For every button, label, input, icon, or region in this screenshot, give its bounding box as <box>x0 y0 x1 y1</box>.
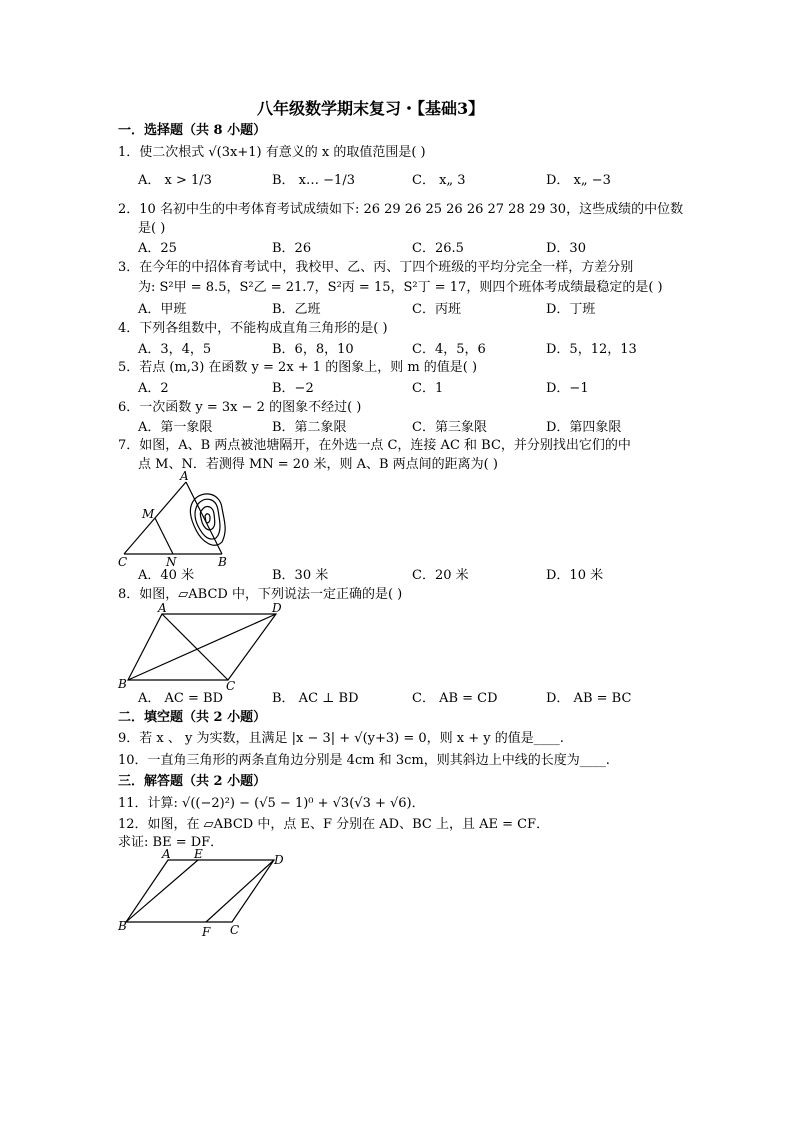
q5-option-c: C．1 <box>412 381 444 396</box>
page-title: 八年级数学期末复习・【基础3】 <box>257 99 485 118</box>
question-7-stem: 7．如图，A、B 两点被池塘隔开，在外选一点 C，连接 AC 和 BC，并分别找出它们的中 <box>118 438 631 453</box>
question-2-stem-cont: 是( ) <box>138 221 166 236</box>
question-11-stem: 11．计算: √((−2)²) − (√5 − 1)⁰ + √3(√3 + √6)． <box>118 796 425 811</box>
label-vertex-b: B <box>118 919 127 933</box>
question-5-stem: 5．若点 (m,3) 在函数 y = 2x + 1 的图象上，则 m 的值是( ) <box>118 360 478 375</box>
q3-option-a: A．甲班 <box>138 302 187 317</box>
label-vertex-d: D <box>272 601 282 615</box>
label-point-e: E <box>194 847 203 861</box>
q1-option-c: C． x„ 3 <box>412 173 466 188</box>
q2-option-a: A．25 <box>138 241 177 256</box>
q5-option-a: A．2 <box>138 381 169 396</box>
question-9-stem: 9．若 x 、 y 为实数，且满足 |x − 3| + √(y+3) = 0，则 x + y 的值是____. <box>118 731 564 746</box>
label-vertex-c: C <box>226 679 236 692</box>
q7-option-c: C．20 米 <box>412 568 469 583</box>
question-12-stem: 12．如图，在 ▱ABCD 中，点 E、F 分别在 AD、BC 上，且 AE = CF． <box>118 817 550 832</box>
question-3-stem-cont: 为: S²甲 = 8.5，S²乙 = 21.7，S²丙 = 15，S²丁 = 17，则四个班体考成绩最稳定的是( ) <box>138 280 663 295</box>
q8-option-d: D． AB = BC <box>546 691 632 706</box>
q6-option-d: D．第四象限 <box>546 420 622 435</box>
label-point-c: C <box>118 555 128 569</box>
label-point-f: F <box>202 925 211 938</box>
label-point-b: B <box>218 555 227 569</box>
q7-option-d: D．10 米 <box>546 568 604 583</box>
q1-option-d: D． x„ −3 <box>546 173 611 188</box>
q4-option-b: B．6，8，10 <box>272 342 354 357</box>
label-point-n: N <box>166 555 177 569</box>
question-8-stem: 8．如图，▱ABCD 中，下列说法一定正确的是( ) <box>118 587 403 602</box>
question-10-stem: 10．一直角三角形的两条直角边分别是 4cm 和 3cm，则其斜边上中线的长度为____. <box>118 753 610 768</box>
section-heading-fill-in: 二．填空题（共 2 小题） <box>118 710 267 725</box>
q4-option-c: C．4，5，6 <box>412 342 486 357</box>
question-7-stem-cont: 点 M、N．若测得 MN = 20 米，则 A、B 两点间的距离为( ) <box>138 457 498 472</box>
q8-option-a: A． AC = BD <box>138 691 223 706</box>
parallelogram-abcd-figure <box>112 600 292 692</box>
q3-option-c: C．丙班 <box>412 302 461 317</box>
section-heading-choice: 一．选择题（共 8 小题） <box>118 123 267 138</box>
label-vertex-d: D <box>274 853 284 867</box>
question-6-stem: 6．一次函数 y = 3x − 2 的图象不经过( ) <box>118 400 362 415</box>
label-point-m: M <box>142 507 155 521</box>
q7-option-a: A．40 米 <box>138 568 195 583</box>
q5-option-d: D．−1 <box>546 381 589 396</box>
q6-option-a: A．第一象限 <box>138 420 213 435</box>
q7-option-b: B．30 米 <box>272 568 329 583</box>
q3-option-b: B．乙班 <box>272 302 321 317</box>
question-12-prove: 求证: BE = DF． <box>118 835 224 850</box>
q2-option-c: C．26.5 <box>412 241 464 256</box>
q6-option-b: B．第二象限 <box>272 420 347 435</box>
q1-option-b: B． x… −1/3 <box>272 173 355 188</box>
q6-option-c: C．第三象限 <box>412 420 487 435</box>
label-vertex-a: A <box>162 847 171 861</box>
label-vertex-b: B <box>118 677 127 691</box>
q8-option-b: B． AC ⊥ BD <box>272 691 359 706</box>
q8-option-c: C． AB = CD <box>412 691 498 706</box>
question-1-stem: 1．使二次根式 √(3x+1) 有意义的 x 的取值范围是( ) <box>118 145 426 160</box>
q3-option-d: D．丁班 <box>546 302 596 317</box>
q1-option-a: A． x > 1/3 <box>138 173 212 188</box>
question-2-stem: 2．10 名初中生的中考体育考试成绩如下: 26 29 26 25 26 26 27 28 29 30，这些成绩的中位数 <box>118 202 684 217</box>
q2-option-d: D．30 <box>546 241 586 256</box>
label-point-a: A <box>180 470 189 483</box>
q5-option-b: B．−2 <box>272 381 314 396</box>
q2-option-b: B．26 <box>272 241 312 256</box>
q4-option-a: A．3，4，5 <box>138 342 212 357</box>
q4-option-d: D．5，12，13 <box>546 342 637 357</box>
question-3-stem: 3．在今年的中招体育考试中，我校甲、乙、丙、丁四个班级的平均分完全一样，方差分别 <box>118 260 634 275</box>
parallelogram-abcd-ef-figure <box>112 846 292 938</box>
question-4-stem: 4．下列各组数中，不能构成直角三角形的是( ) <box>118 321 388 336</box>
label-vertex-a: A <box>158 601 167 615</box>
pond-triangle-figure <box>110 470 250 570</box>
section-heading-solution: 三．解答题（共 2 小题） <box>118 774 267 789</box>
label-vertex-c: C <box>230 923 240 937</box>
